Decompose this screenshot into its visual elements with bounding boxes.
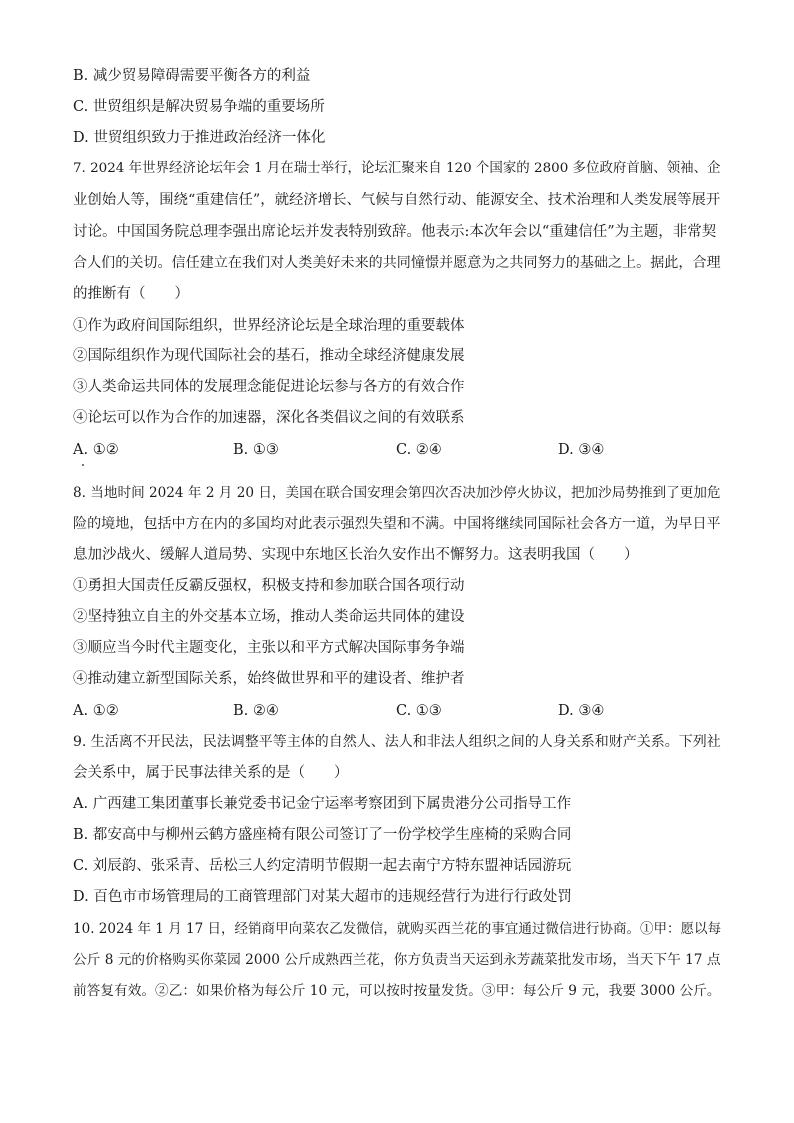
q7-options — [73, 440, 723, 460]
q8-options — [73, 701, 723, 721]
q8-option-b: B. ②④ — [233, 703, 279, 719]
stray-dot — [82, 464, 84, 466]
q7-stem-line-2: 业创始人等，围绕“重建信任”，就经济增长、气候与自然行动、能源安全、技术治理和人类发展等展开 — [73, 192, 721, 208]
q9-option-d: D. 百色市市场管理局的工商管理部门对某大超市的违规经营行为进行行政处罚 — [73, 889, 572, 905]
q8-option-a: A. ①② — [73, 703, 119, 719]
q8-item-4: ④推动建立新型国际关系，始终做世界和平的建设者、维护者 — [73, 671, 465, 687]
q6-option-b: B. 减少贸易障碍需要平衡各方的利益 — [73, 68, 311, 84]
q8-item-3: ③顺应当今时代主题变化，主张以和平方式解决国际事务争端 — [73, 640, 465, 656]
q10-stem-line-3: 前答复有效。②乙：如果价格为每公斤 10 元，可以按时按量发货。③甲：每公斤 9 元，我要 3000 公斤。 — [73, 983, 721, 999]
q8-item-1: ①勇担大国责任反霸反强权，积极支持和参加联合国各项行动 — [73, 578, 465, 594]
q9-option-a: A. 广西建工集团董事长兼党委书记金宁运率考察团到下属贵港分公司指导工作 — [73, 796, 572, 812]
q8-option-c: C. ①③ — [396, 703, 442, 719]
q7-item-4: ④论坛可以作为合作的加速器，深化各类倡议之间的有效联系 — [73, 410, 465, 426]
q8-option-d: D. ③④ — [558, 703, 605, 719]
q10-stem-line-2: 公斤 8 元的价格购买你菜园 2000 公斤成熟西兰花，你方负责当天运到永芳蔬菜批发市场，当天下午 17 点 — [73, 952, 721, 968]
q8-stem-line-1: 8. 当地时间 2024 年 2 月 20 日，美国在联合国安理会第四次否决加沙停火协议，把加沙局势推到了更加危 — [73, 485, 721, 501]
q7-stem-line-1: 7. 2024 年世界经济论坛年会 1 月在瑞士举行，论坛汇聚来自 120 个国家的 2800 多位政府首脑、领袖、企 — [73, 161, 721, 176]
q9-option-b: B. 都安高中与柳州云鹤方盛座椅有限公司签订了一份学校学生座椅的采购合同 — [73, 827, 572, 843]
q7-item-1: ①作为政府间国际组织，世界经济论坛是全球治理的重要载体 — [73, 318, 465, 334]
q7-stem-line-4: 合人们的关切。信任建立在我们对人类美好未来的共同憧憬并愿意为之共同努力的基础之上。据此，合理 — [73, 255, 721, 271]
q7-option-a: A. ①② — [73, 442, 119, 458]
q7-option-c: C. ②④ — [396, 442, 442, 458]
q9-stem-line-1: 9. 生活离不开民法，民法调整平等主体的自然人、法人和非法人组织之间的人身关系和财产关系。下列社 — [73, 734, 721, 750]
q6-option-d: D. 世贸组织致力于推进政治经济一体化 — [73, 130, 326, 146]
q9-stem-line-2: 会关系中，属于民事法律关系的是（ ） — [73, 765, 349, 781]
q7-item-2: ②国际组织作为现代国际社会的基石，推动全球经济健康发展 — [73, 348, 465, 364]
q7-stem-line-5: 的推断有（ ） — [73, 286, 189, 302]
q7-item-3: ③人类命运共同体的发展理念能促进论坛参与各方的有效合作 — [73, 379, 465, 395]
q8-stem-line-2: 险的境地，包括中方在内的多国均对此表示强烈失望和不满。中国将继续同国际社会各方一道，为早日平 — [73, 516, 721, 532]
q7-option-b: B. ①③ — [233, 442, 279, 458]
q10-stem-line-1: 10. 2024 年 1 月 17 日，经销商甲向菜农乙发微信，就购买西兰花的事宜通过微信进行协商。①甲：愿以每 — [73, 921, 722, 937]
q8-item-2: ②坚持独立自主的外交基本立场，推动人类命运共同体的建设 — [73, 609, 465, 625]
q8-stem-line-3: 息加沙战火、缓解人道局势、实现中东地区长治久安作出不懈努力。这表明我国（ ） — [73, 547, 639, 563]
q7-option-d: D. ③④ — [558, 442, 605, 458]
q6-option-c: C. 世贸组织是解决贸易争端的重要场所 — [73, 99, 325, 115]
q9-option-c: C. 刘辰韵、张采青、岳松三人约定清明节假期一起去南宁方特东盟神话园游玩 — [73, 858, 572, 874]
q7-stem-line-3: 讨论。中国国务院总理李强出席论坛并发表特别致辞。他表示:本次年会以“重建信任”为主题，非常契 — [73, 224, 717, 240]
